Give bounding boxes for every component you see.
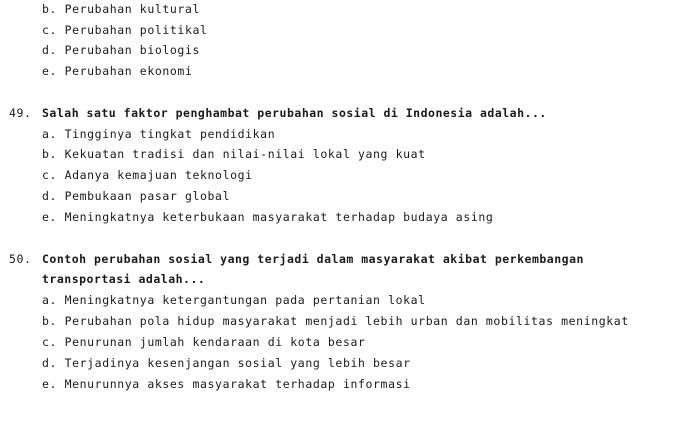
question-49-option-d: d. Pembukaan pasar global	[42, 189, 231, 203]
question-50-option-a: a. Meningkatnya ketergantungan pada pertanian lokal	[42, 293, 426, 307]
question-50-number: 50.	[9, 252, 32, 266]
prev-option-d: d. Perubahan biologis	[42, 43, 200, 57]
question-50-option-d: d. Terjadinya kesenjangan sosial yang lebih besar	[42, 356, 411, 370]
question-49-option-a: a. Tingginya tingkat pendidikan	[42, 127, 276, 141]
question-49-option-e: e. Meningkatnya keterbukaan masyarakat terhadap budaya asing	[42, 210, 494, 224]
question-50-text-line1: Contoh perubahan sosial yang terjadi dalam masyarakat akibat perkembangan	[42, 252, 584, 266]
question-50-text-line2: transportasi adalah...	[42, 272, 206, 286]
question-49-option-c: c. Adanya kemajuan teknologi	[42, 168, 253, 182]
prev-option-b: b. Perubahan kultural	[42, 2, 200, 16]
prev-option-c: c. Perubahan politikal	[42, 23, 208, 37]
question-49-option-b: b. Kekuatan tradisi dan nilai-nilai lokal yang kuat	[42, 147, 426, 161]
question-49-text: Salah satu faktor penghambat perubahan sosial di Indonesia adalah...	[42, 106, 547, 120]
question-50-option-b: b. Perubahan pola hidup masyarakat menjadi lebih urban dan mobilitas meningkat	[42, 314, 629, 328]
prev-option-e: e. Perubahan ekonomi	[42, 64, 193, 78]
question-49-number: 49.	[9, 106, 32, 120]
question-50-option-e: e. Menurunnya akses masyarakat terhadap informasi	[42, 377, 411, 391]
question-50-option-c: c. Penurunan jumlah kendaraan di kota besar	[42, 335, 366, 349]
